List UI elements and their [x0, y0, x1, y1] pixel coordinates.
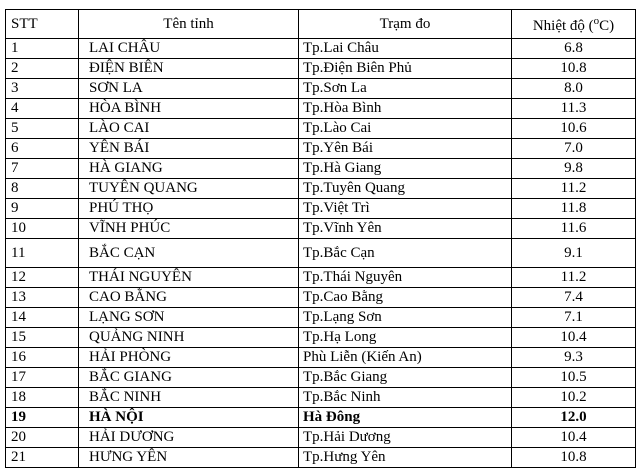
cell-stt: 7: [6, 159, 79, 179]
cell-station: Hà Đông: [299, 408, 512, 428]
table-row: [6, 59, 636, 79]
cell-station: Tp.Sơn La: [299, 79, 512, 99]
cell-temperature: 10.4: [512, 328, 636, 348]
cell-station: Tp.Hưng Yên: [299, 448, 512, 468]
cell-station: Tp.Bắc Giang: [299, 368, 512, 388]
cell-station: Tp.Cao Bằng: [299, 288, 512, 308]
cell-province: HÀ GIANG: [79, 159, 299, 179]
cell-station: Tp.Yên Bái: [299, 139, 512, 159]
cell-temperature: 10.8: [512, 59, 636, 79]
cell-stt: 4: [6, 99, 79, 119]
cell-temperature: 10.6: [512, 119, 636, 139]
cell-province: TUYÊN QUANG: [79, 179, 299, 199]
header-temp-suffix: C): [599, 18, 615, 34]
cell-province: LAI CHÂU: [79, 39, 299, 59]
cell-province: HÒA BÌNH: [79, 99, 299, 119]
cell-stt: 11: [6, 239, 79, 268]
cell-province: HẢI DƯƠNG: [79, 428, 299, 448]
cell-temperature: 7.1: [512, 308, 636, 328]
header-province: Tên tỉnh: [79, 10, 299, 39]
table-row: [6, 39, 636, 59]
table-header-row: [6, 10, 636, 39]
cell-station: Tp.Hải Dương: [299, 428, 512, 448]
cell-stt: 21: [6, 448, 79, 468]
cell-station: Tp.Hòa Bình: [299, 99, 512, 119]
table-row: [6, 368, 636, 388]
cell-province: BẮC GIANG: [79, 368, 299, 388]
cell-temperature: 10.4: [512, 428, 636, 448]
cell-province: QUẢNG NINH: [79, 328, 299, 348]
cell-temperature: 8.0: [512, 79, 636, 99]
cell-stt: 1: [6, 39, 79, 59]
header-temperature: [512, 10, 636, 39]
cell-station: Tp.Hà Giang: [299, 159, 512, 179]
cell-province: SƠN LA: [79, 79, 299, 99]
cell-temperature: 6.8: [512, 39, 636, 59]
cell-temperature: 11.2: [512, 179, 636, 199]
cell-temperature: 10.5: [512, 368, 636, 388]
cell-province: HÀ NỘI: [79, 408, 299, 428]
cell-province: BẮC NINH: [79, 388, 299, 408]
table-row: [6, 79, 636, 99]
cell-temperature: 10.8: [512, 448, 636, 468]
cell-stt: 6: [6, 139, 79, 159]
cell-station: Tp.Thái Nguyên: [299, 268, 512, 288]
cell-station: Tp.Lạng Sơn: [299, 308, 512, 328]
cell-stt: 19: [6, 408, 79, 428]
cell-province: HẢI PHÒNG: [79, 348, 299, 368]
cell-station: Phù Liễn (Kiến An): [299, 348, 512, 368]
temperature-table: [5, 9, 636, 468]
cell-province: VĨNH PHÚC: [79, 219, 299, 239]
cell-stt: 16: [6, 348, 79, 368]
cell-stt: 14: [6, 308, 79, 328]
table-row: [6, 288, 636, 308]
cell-province: LÀO CAI: [79, 119, 299, 139]
header-stt: STT: [6, 10, 79, 39]
cell-stt: 20: [6, 428, 79, 448]
cell-province: ĐIỆN BIÊN: [79, 59, 299, 79]
cell-stt: 9: [6, 199, 79, 219]
table-row: [6, 308, 636, 328]
cell-stt: 5: [6, 119, 79, 139]
cell-temperature: 11.6: [512, 219, 636, 239]
cell-station: Tp.Tuyên Quang: [299, 179, 512, 199]
cell-temperature: 11.3: [512, 99, 636, 119]
table-row: [6, 159, 636, 179]
cell-province: LẠNG SƠN: [79, 308, 299, 328]
cell-temperature: 9.3: [512, 348, 636, 368]
cell-station: Tp.Vĩnh Yên: [299, 219, 512, 239]
table-row: [6, 328, 636, 348]
cell-station: Tp.Hạ Long: [299, 328, 512, 348]
cell-province: YÊN BÁI: [79, 139, 299, 159]
table-row: [6, 448, 636, 468]
cell-stt: 18: [6, 388, 79, 408]
cell-province: HƯNG YÊN: [79, 448, 299, 468]
header-temp-prefix: Nhiệt độ (: [532, 18, 594, 34]
header-station: Trạm đo: [299, 10, 512, 39]
cell-temperature: 7.4: [512, 288, 636, 308]
table-row: [6, 388, 636, 408]
table-row-highlighted: [6, 408, 636, 428]
cell-stt: 13: [6, 288, 79, 308]
cell-temperature: 11.2: [512, 268, 636, 288]
table-row: [6, 268, 636, 288]
cell-stt: 2: [6, 59, 79, 79]
cell-station: Tp.Bắc Ninh: [299, 388, 512, 408]
table-row: [6, 179, 636, 199]
cell-province: BẮC CẠN: [79, 239, 299, 268]
table-row: [6, 428, 636, 448]
table-row: [6, 199, 636, 219]
cell-station: Tp.Điện Biên Phủ: [299, 59, 512, 79]
cell-temperature: 11.8: [512, 199, 636, 219]
cell-temperature: 10.2: [512, 388, 636, 408]
cell-stt: 3: [6, 79, 79, 99]
table-row: [6, 119, 636, 139]
cell-temperature: 7.0: [512, 139, 636, 159]
cell-stt: 10: [6, 219, 79, 239]
cell-province: PHÚ THỌ: [79, 199, 299, 219]
cell-stt: 8: [6, 179, 79, 199]
cell-province: CAO BẰNG: [79, 288, 299, 308]
cell-station: Tp.Lào Cai: [299, 119, 512, 139]
cell-temperature: 9.1: [512, 239, 636, 268]
cell-station: Tp.Lai Châu: [299, 39, 512, 59]
cell-station: Tp.Bắc Cạn: [299, 239, 512, 268]
table-row: [6, 348, 636, 368]
table-row: [6, 219, 636, 239]
cell-province: THÁI NGUYÊN: [79, 268, 299, 288]
table-row: [6, 99, 636, 119]
cell-stt: 15: [6, 328, 79, 348]
cell-stt: 12: [6, 268, 79, 288]
cell-stt: 17: [6, 368, 79, 388]
header-temp-degree: o: [593, 15, 600, 27]
table-row: [6, 239, 636, 268]
table-row: [6, 139, 636, 159]
cell-station: Tp.Việt Trì: [299, 199, 512, 219]
cell-temperature: 9.8: [512, 159, 636, 179]
cell-temperature: 12.0: [512, 408, 636, 428]
